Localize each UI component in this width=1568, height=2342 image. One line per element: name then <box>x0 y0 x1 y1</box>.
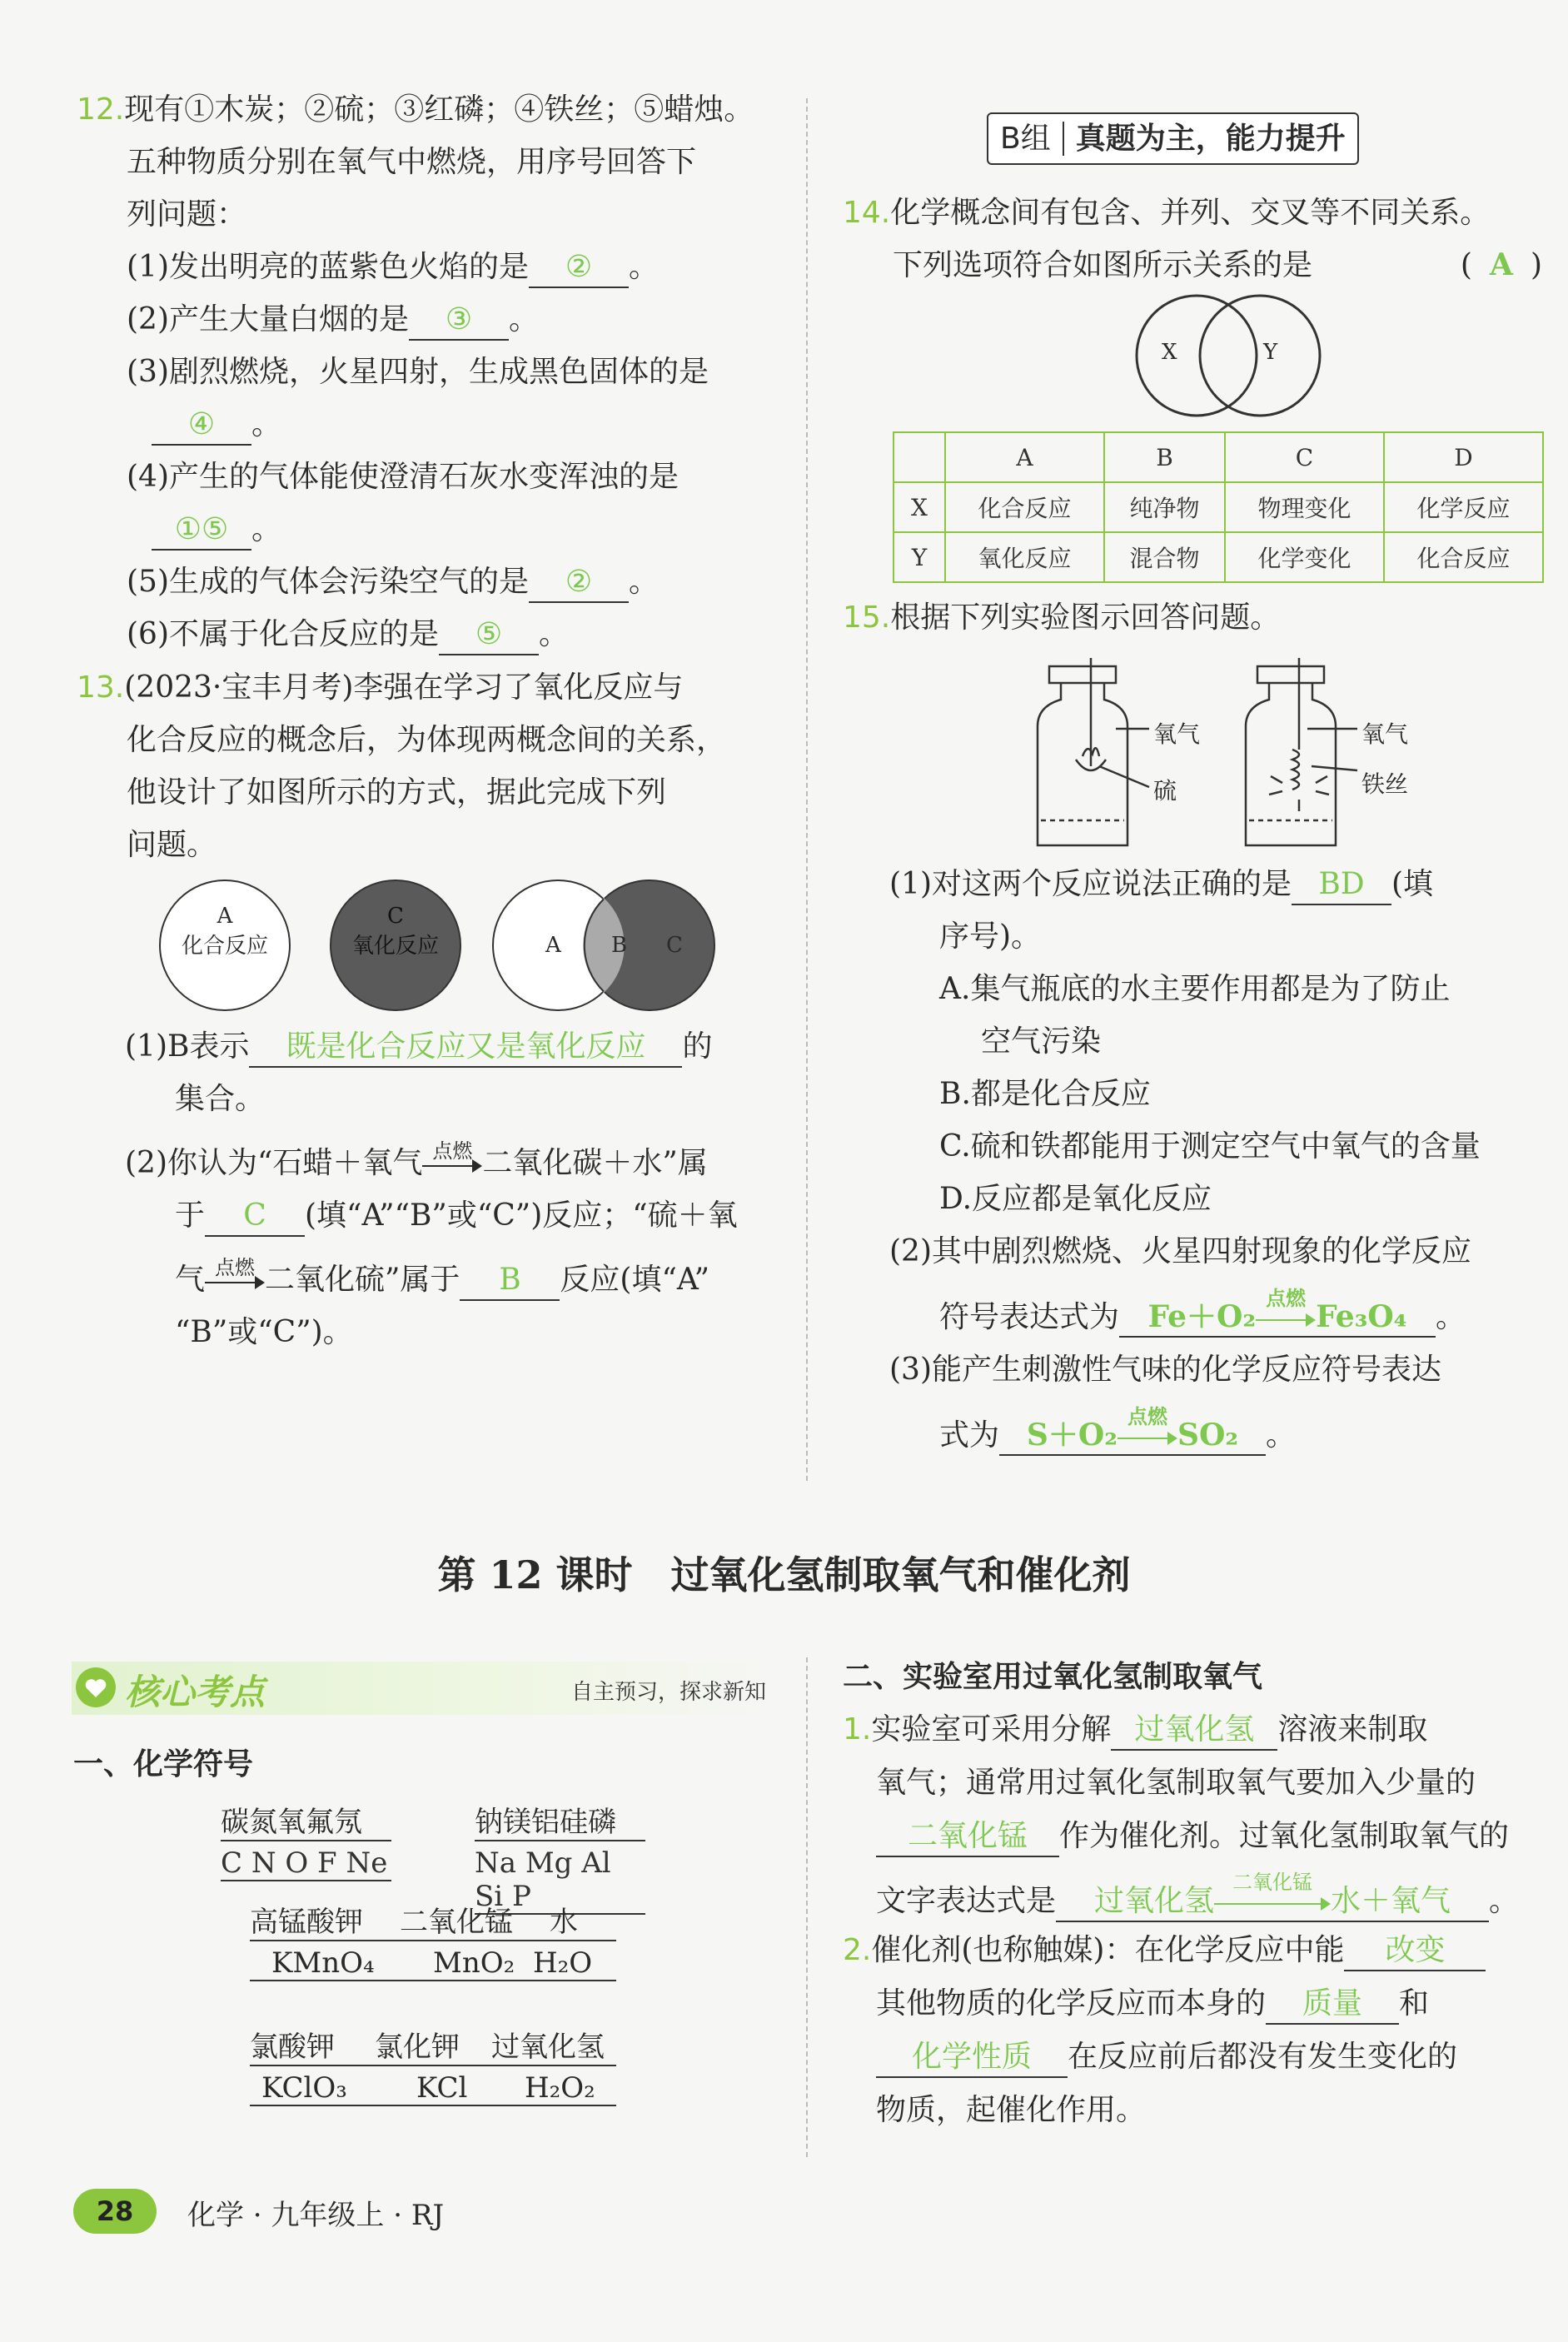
answer-blank[interactable]: 过氧化氢 <box>1111 1711 1277 1751</box>
q15-stem: 根据下列实验图示回答问题。 <box>890 600 1281 635</box>
q12-item-6: (6)不属于化合反应的是 <box>127 617 439 651</box>
option-a: A.集气瓶底的水主要作用都是为了防止 <box>939 972 1451 1006</box>
answer-blank[interactable]: 改变 <box>1344 1931 1486 1971</box>
symbol-group-4 <box>250 2024 616 2106</box>
equation-reactants: Fe＋O₂ <box>1147 1299 1257 1334</box>
q13-p2-mid: 二氧化碳＋水”属 <box>482 1146 708 1180</box>
symbol-formula: H₂O₂ <box>525 2071 595 2105</box>
column-divider <box>806 98 808 1481</box>
sec2-q1 <box>843 1703 1542 1928</box>
table-cell: B <box>1104 432 1225 482</box>
q12-item-5: (5)生成的气体会污染空气的是 <box>127 565 529 599</box>
table-cell: A <box>945 432 1104 482</box>
question-number: 15. <box>843 600 891 635</box>
equation-products: Fe₃O₄ <box>1316 1299 1407 1334</box>
q12-stem-1: 现有①木炭；②硫；③红磷；④铁丝；⑤蜡烛。 <box>124 92 754 127</box>
answer-blank[interactable]: 既是化合反应又是氧化反应 <box>249 1028 682 1068</box>
table-cell: 纯净物 <box>1104 482 1225 532</box>
arrow-condition: 点燃 <box>432 1139 473 1163</box>
group-b-tag: B组 <box>1000 122 1064 156</box>
table-cell: D <box>1384 432 1543 482</box>
punct: 。 <box>629 565 660 599</box>
sec2-q1-post: 溶液来制取 <box>1277 1712 1428 1747</box>
punct: 。 <box>1489 1884 1520 1918</box>
answer-blank[interactable]: 二氧化锰 <box>876 1817 1059 1857</box>
heart-icon <box>75 1667 117 1708</box>
symbol-formula: KCl <box>416 2071 468 2105</box>
symbol-names: 碳氮氧氟氖 <box>221 1799 391 1841</box>
table-cell: 化学变化 <box>1225 532 1384 582</box>
equation-reactants: S＋O₂ <box>1026 1418 1118 1453</box>
answer-blank[interactable]: ② <box>529 563 629 603</box>
answer-choice[interactable]: A <box>1489 247 1513 282</box>
column-divider <box>806 1657 808 2157</box>
sec2-q1-line2: 氧气；通常用过氧化氢制取氧气要加入少量的 <box>876 1766 1476 1800</box>
table-cell: 氧化反应 <box>945 532 1104 582</box>
venn-label-b: B <box>611 933 628 958</box>
table-row <box>894 532 1543 582</box>
venn-label-a: A <box>545 933 561 958</box>
table-cell: 物理变化 <box>1225 482 1384 532</box>
sec2-q2-l3post: 在反应前后都没有发生变化的 <box>1068 2040 1458 2074</box>
venn-label-x: X <box>1162 340 1177 365</box>
core-title: 核心考点 <box>125 1672 266 1712</box>
answer-equation[interactable] <box>999 1404 1266 1456</box>
q13-p2-l3post: 反应(填“A” <box>560 1263 709 1297</box>
sec2-q1-line3: 作为催化剂。过氧化氢制取氧气的 <box>1059 1819 1510 1853</box>
q12-item-2: (2)产生大量白烟的是 <box>127 302 409 336</box>
q13-parts <box>125 1020 783 1358</box>
q13-p1-post: 的 <box>682 1029 713 1064</box>
sec2-title: 二、实验室用过氧化氢制取氧气 <box>843 1660 1263 1694</box>
option-a-cont: 空气污染 <box>981 1024 1102 1059</box>
symbol-name: 二氧化锰 <box>400 1906 513 1939</box>
answer-blank[interactable]: ⑤ <box>439 615 539 655</box>
q14-line-1: 化学概念间有包含、并列、交叉等不同关系。 <box>890 196 1491 230</box>
answer-bracket: ( A ) <box>1460 247 1542 282</box>
q12-stem-3: 列问题： <box>127 197 247 232</box>
core-subtitle: 自主预习，探求新知 <box>570 1680 766 1705</box>
option-d: D.反应都是氧化反应 <box>939 1182 1212 1216</box>
q14-line-2: 下列选项符合如图所示关系的是 <box>893 248 1313 282</box>
question-number: 2. <box>843 1933 872 1967</box>
answer-blank[interactable]: B <box>460 1261 560 1301</box>
sec2-q2-pre: 催化剂(也称触媒)：在化学反应中能 <box>871 1933 1345 1967</box>
answer-blank[interactable]: 质量 <box>1266 1985 1399 2025</box>
symbol-name: 过氧化氢 <box>491 2031 605 2064</box>
sec1-title: 一、化学符号 <box>73 1747 254 1781</box>
table-cell: 化合反应 <box>1384 532 1543 582</box>
sec2-q2 <box>843 1924 1542 2137</box>
punct: 。 <box>1266 1418 1297 1453</box>
symbol-group-2 <box>475 1799 645 1915</box>
q13-p2-l2pre: 于 <box>175 1198 206 1233</box>
circle-a-letter: A <box>217 904 233 929</box>
sec2-q2-l2post: 和 <box>1399 1986 1430 2021</box>
answer-equation[interactable] <box>1119 1286 1436 1338</box>
q15-p1-post: (填 <box>1391 867 1434 901</box>
q15-apparatus-figure <box>1033 658 1416 858</box>
page-number-badge <box>73 2189 157 2234</box>
answer-blank[interactable]: ①⑤ <box>152 511 251 551</box>
symbol-name: 高锰酸钾 <box>250 1906 363 1939</box>
q13-p1-pre: (1)B表示 <box>125 1029 250 1064</box>
punct: 。 <box>629 250 660 284</box>
answer-blank[interactable]: C <box>205 1197 305 1237</box>
circle-c-label <box>329 901 462 961</box>
symbol-group-3 <box>250 1899 616 1981</box>
reaction-arrow <box>1256 1286 1316 1334</box>
symbol-name: 氯化钾 <box>375 2031 460 2064</box>
q13-p2-pre: (2)你认为“石蜡＋氧气 <box>125 1146 423 1180</box>
symbol-names: 钠镁铝硅磷 <box>475 1799 645 1841</box>
question-13 <box>77 661 801 871</box>
q15-p3-pre: 式为 <box>939 1418 1000 1453</box>
venn-label-y: Y <box>1263 340 1278 365</box>
question-number: 13. <box>77 670 125 705</box>
table-cell: 化学反应 <box>1384 482 1543 532</box>
group-b-banner <box>987 112 1359 165</box>
punct: 。 <box>251 407 282 441</box>
answer-blank[interactable]: ② <box>529 248 629 288</box>
symbol-name: 氯酸钾 <box>250 2031 335 2064</box>
punct: 。 <box>1436 1300 1466 1334</box>
question-12 <box>77 83 801 660</box>
sec2-q1-l4pre: 文字表达式是 <box>876 1884 1057 1918</box>
symbol-formulas: Na Mg Al Si P <box>475 1846 645 1915</box>
option-c: C.硫和铁都能用于测定空气中氧气的含量 <box>939 1129 1481 1164</box>
symbol-name: 水 <box>550 1906 578 1939</box>
punct: 。 <box>251 512 282 546</box>
table-header-row <box>894 432 1543 482</box>
q12-stem-2: 五种物质分别在氧气中燃烧，用序号回答下 <box>127 145 697 179</box>
footer-text: 化学 · 九年级上 · RJ <box>187 2199 445 2232</box>
fig-right-oxygen: 氧气 <box>1361 720 1409 748</box>
group-b-title: 真题为主，能力提升 <box>1075 121 1346 156</box>
table-cell: X <box>894 482 945 532</box>
answer-blank[interactable]: BD <box>1292 865 1391 905</box>
sec2-q2-l2pre: 其他物质的化学反应而本身的 <box>876 1986 1267 2021</box>
symbol-formula: H₂O <box>533 1946 593 1980</box>
q14-venn-figure <box>1128 293 1328 418</box>
q15-p2-pre: 符号表达式为 <box>939 1300 1120 1334</box>
question-number: 14. <box>843 196 891 230</box>
table-row <box>894 482 1543 532</box>
answer-blank[interactable]: ③ <box>409 301 509 341</box>
q13-p2-l4: “B”或“C”)。 <box>175 1315 353 1349</box>
circle-c-letter: C <box>387 904 404 929</box>
q14-options-table <box>893 431 1544 583</box>
arrow-condition: 点燃 <box>215 1256 256 1279</box>
reaction-arrow <box>1118 1404 1177 1453</box>
q15-parts <box>889 858 1547 1462</box>
table-cell: Y <box>894 532 945 582</box>
page-number: 28 <box>96 2195 134 2227</box>
fig-left-sulfur: 硫 <box>1153 777 1177 805</box>
sec2-q1-pre: 实验室可采用分解 <box>871 1712 1112 1747</box>
fig-left-oxygen: 氧气 <box>1153 720 1201 748</box>
equation-products: 水＋氧气 <box>1331 1884 1451 1918</box>
venn-label-c: C <box>666 933 683 958</box>
symbol-formulas: C N O F Ne <box>221 1846 391 1881</box>
arrow-condition: 二氧化锰 <box>1232 1871 1313 1894</box>
section-title: 第 12 课时 过氧化氢制取氧气和催化剂 <box>437 1552 1131 1597</box>
circle-a-text: 化合反应 <box>181 934 268 959</box>
question-number: 12. <box>77 92 125 127</box>
answer-blank[interactable]: 化学性质 <box>876 2038 1068 2078</box>
circle-c-text: 氧化反应 <box>351 934 439 959</box>
symbol-group-1 <box>221 1799 391 1881</box>
answer-equation[interactable] <box>1056 1871 1489 1922</box>
core-banner <box>72 1662 771 1715</box>
q12-item-3: (3)剧烈燃烧，火星四射，生成黑色固体的是 <box>127 355 709 389</box>
option-b: B.都是化合反应 <box>939 1077 1151 1111</box>
reaction-arrow <box>1214 1871 1331 1918</box>
q13-p2-l2post: (填“A”“B”或“C”)反应；“硫＋氧 <box>305 1198 738 1233</box>
symbol-formula: KMnO₄ <box>271 1946 375 1980</box>
q12-item-1: (1)发出明亮的蓝紫色火焰的是 <box>127 250 529 284</box>
table-cell <box>894 432 945 482</box>
q13-stem-4: 问题。 <box>127 828 217 862</box>
arrow-condition: 点燃 <box>1266 1286 1307 1310</box>
arrow-condition: 点燃 <box>1127 1404 1168 1428</box>
q15-p1-pre: (1)对这两个反应说法正确的是 <box>889 867 1292 901</box>
punct: 。 <box>509 302 540 336</box>
q13-stem-2: 化合反应的概念后，为体现两概念间的关系， <box>127 723 727 757</box>
q15-p2-line1: (2)其中剧烈燃烧、火星四射现象的化学反应 <box>889 1234 1471 1268</box>
table-cell: 混合物 <box>1104 532 1225 582</box>
q15-p3-line1: (3)能产生刺激性气味的化学反应符号表达 <box>889 1353 1441 1387</box>
sec2-q2-line4: 物质，起催化作用。 <box>876 2093 1147 2127</box>
circle-a-label <box>158 901 291 961</box>
question-14 <box>843 187 1542 292</box>
symbol-formula: MnO₂ <box>433 1946 515 1980</box>
q13-stem-3: 他设计了如图所示的方式，据此完成下列 <box>127 775 667 810</box>
punct: 。 <box>539 617 570 651</box>
q13-p1-line2: 集合。 <box>175 1082 266 1116</box>
q12-item-4: (4)产生的气体能使澄清石灰水变浑浊的是 <box>127 460 679 494</box>
table-cell: 化合反应 <box>945 482 1104 532</box>
equation-reactants: 过氧化氢 <box>1094 1884 1215 1918</box>
table-cell: C <box>1225 432 1384 482</box>
q15-p1-line2: 序号)。 <box>939 919 1042 954</box>
reaction-arrow <box>205 1256 265 1297</box>
q13-stem-1: (2023·宝丰月考)李强在学习了氧化反应与 <box>124 670 684 705</box>
fig-right-iron-wire: 铁丝 <box>1361 770 1409 798</box>
equation-products: SO₂ <box>1177 1418 1239 1453</box>
question-15 <box>843 591 1542 644</box>
reaction-arrow <box>422 1139 482 1180</box>
question-number: 1. <box>843 1712 872 1747</box>
answer-blank[interactable]: ④ <box>152 406 251 446</box>
q13-p2-l3pre: 气 <box>175 1263 206 1297</box>
q13-p2-l3mid: 二氧化硫”属于 <box>265 1263 460 1297</box>
symbol-formula: KClO₃ <box>261 2071 347 2105</box>
